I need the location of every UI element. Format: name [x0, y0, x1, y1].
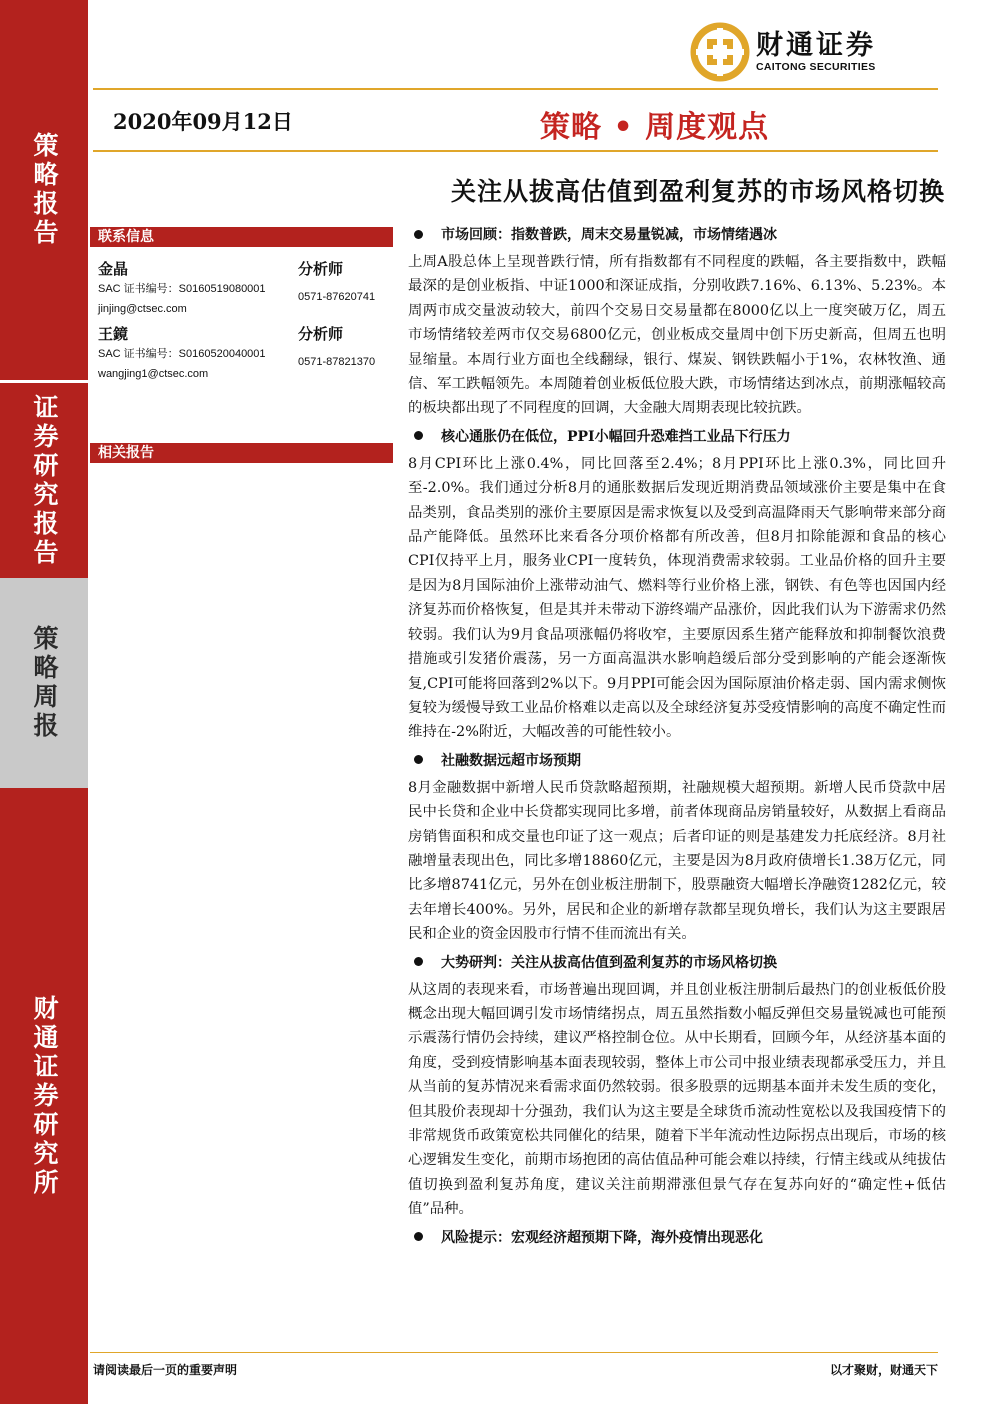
section-heading: [408, 950, 946, 974]
sidebar-label: 策略报告: [30, 132, 59, 248]
analyst-card: [98, 258, 393, 315]
section-paragraph: 从这周的表现来看，市场普遍出现回调，并且创业板注册制后最热门的创业板低价股概念出现大幅回调引发市场情绪拐点，周五虽然指数小幅反弹但交易量锐减也可能预示震荡行情仍会持续，建议严格控制仓位。从中长期看，回顾今年，从经济基本面的角度，受到疫情影响基本面表现较弱，整体上市公司中报业绩表现都承受压力，并且从当前的复苏情况来看需求面仍然较弱。很多股票的远期基本面并未发生质的变化，但其股价表现却十分强劲，我们认为这主要是全球货币流动性宽松以及我国疫情下的非常规货币政策宽松共同催化的结果，随着下半年流动性边际拐点出现后，市场的核心逻辑发生变化，前期市场抱团的高估值品种可能会难以持续，行情主线或从纯拔估值切换到盈利复苏角度，建议关注前期滞涨但景气存在复苏向好的“确定性+低估值”品种。: [408, 981, 946, 1218]
section-title: 市场回顾：指数普跌，周末交易量锐减，市场情绪遇冰: [441, 227, 777, 243]
section-title: 大势研判：关注从拔高估值到盈利复苏的市场风格切换: [441, 954, 777, 971]
analyst-role: 分析师: [298, 260, 344, 278]
footer-disclaimer: 请阅读最后一页的重要声明: [93, 1363, 238, 1377]
bullet-icon: [414, 1232, 423, 1241]
report-title: 关注从拔高估值到盈利复苏的市场风格切换: [450, 177, 945, 206]
brand-name-en: CAITONG SECURITIES: [756, 61, 876, 73]
sidebar-label: 策略周报: [30, 625, 59, 741]
sidebar-band-weekly: [0, 578, 88, 788]
section-paragraph: 8月CPI环比上涨0.4%，同比回落至2.4%；8月PPI环比上涨0.3%，同比回升至-2.0%。我们通过分析8月的通胀数据后发现近期消费品领域涨价主要是集中在食品类别，食品类别的涨价主要原因是需求恢复以及受到高温降雨天气影响带来部分商品产能降低。虽然环比来看各分项价格都有所改善，但8月扣除能源和食品的核心CPI仅持平上月，服务业CPI一度转负，体现消费需求较弱。工业品价格的回升主要是因为8月国际油价上涨带动油气、燃料等行业价格上涨，钢铁、有色等也因国内经济复苏而价格恢复，但是其并未带动下游终端产品涨价，因此我们认为下游需求仍然较弱。我们认为9月食品项涨幅仍将收窄，主要原因系生猪产能释放和抑制餐饮浪费措施或引发猪价震荡，另一方面高温洪水影响趋缓后部分受到影响的产能会逐渐恢复,CPI可能将回落到2%以下。9月PPI可能会因为国际原油价格走弱、国内需求侧恢复较为缓慢导致工业品价格难以走高以及全球经济复苏受疫情影响的高度不确定性而维持在-2%附近，大幅改善的可能性较小。: [408, 455, 946, 741]
brand-name-cn: 财通证券: [756, 30, 876, 61]
analyst-email[interactable]: jinjing@ctsec.com: [98, 303, 187, 315]
section-title: 风险提示：宏观经济超预期下降，海外疫情出现恶化: [441, 1229, 763, 1246]
analyst-email[interactable]: wangjing1@ctsec.com: [98, 368, 209, 380]
analyst-sac: SAC 证书编号：S0160520040001: [98, 348, 266, 360]
section-paragraph: 8月金融数据中新增人民币贷款略超预期，社融规模大超预期。新增人民币贷款中居民中长贷和企业中长贷都实现同比多增，前者体现商品房销量较好，从数据上看商品房销售面积和成交量也印证了这一观点；后者印证的则是基建发力托底经济。8月社融增量表现出色，同比多增18860亿元，主要是因为8月政府债增长1.38万亿元，同比多增8741亿元，另外在创业板注册制下，股票融资大幅增长净融资1282亿元，较去年增长400%。另外，居民和企业的新增存款都呈现负增长，我们认为这主要跟居民和企业的资金因股市行情不佳而流出有关。: [408, 779, 946, 943]
analyst-phone: 0571-87821370: [298, 356, 376, 368]
bullet-icon: [414, 755, 423, 764]
sidebar-label: 证券研究报告: [30, 393, 59, 568]
bullet-icon: [414, 230, 423, 239]
analyst-sac: SAC 证书编号：S0160519080001: [98, 283, 266, 295]
section-heading: [408, 222, 946, 246]
sidebar-label: 财通证券研究所: [30, 994, 59, 1198]
analyst-name: 王鏡: [98, 325, 129, 343]
analyst-card: [98, 323, 393, 380]
sidebar-band-institute: [0, 788, 88, 1404]
section-paragraph: 上周A股总体上呈现普跌行情，所有指数都有不同程度的跌幅，各主要指数中，跌幅最深的是创业板指、中证1000和深证成指，分别收跌7.16%、6.13%、5.23%。本周两市成交量波动较大，前四个交易日交易量都在8000亿以上一度突破万亿，周五市场情绪较差两市仅交易6800亿元，创业板成交量周中创下历史新高，但周五也明显缩量。本周行业方面也全线翻绿，银行、煤炭、钢铁跌幅小于1%，农林牧渔、通信、军工跌幅领先。本周随着创业板低位股大跌，市场情绪达到冰点，前期涨幅较高的板块都出现了不同程度的回调，大金融大周期表现比较抗跌。: [408, 254, 946, 417]
bullet-icon: [414, 957, 423, 966]
bullet-icon: [414, 431, 423, 440]
section-title: 社融数据远超市场预期: [441, 752, 581, 769]
section-title: 核心通胀仍在低位，PPI小幅回升恐难挡工业品下行压力: [441, 428, 791, 445]
sidebar-band-research: [0, 383, 88, 578]
analyst-name: 金晶: [98, 260, 129, 278]
analyst-role: 分析师: [298, 325, 344, 343]
analyst-phone: 0571-87620741: [298, 291, 376, 303]
footer-slogan: 以才聚财，财通天下: [829, 1363, 938, 1377]
report-category: 策略 • 周度观点: [540, 110, 770, 145]
caitong-logo-icon: [690, 22, 750, 82]
section-heading: [408, 1225, 946, 1249]
contact-heading: 联系信息: [90, 227, 393, 247]
report-date: 2020年09月12日: [113, 109, 293, 134]
brand-logo: [690, 22, 876, 82]
header-divider: [93, 88, 938, 90]
footer-divider: [90, 1352, 938, 1353]
related-reports-heading: 相关报告: [90, 443, 393, 463]
header-divider: [93, 150, 938, 152]
section-heading: [408, 424, 946, 448]
sidebar-band-report-type: [0, 0, 88, 380]
report-body: [408, 222, 946, 1253]
section-heading: [408, 748, 946, 772]
